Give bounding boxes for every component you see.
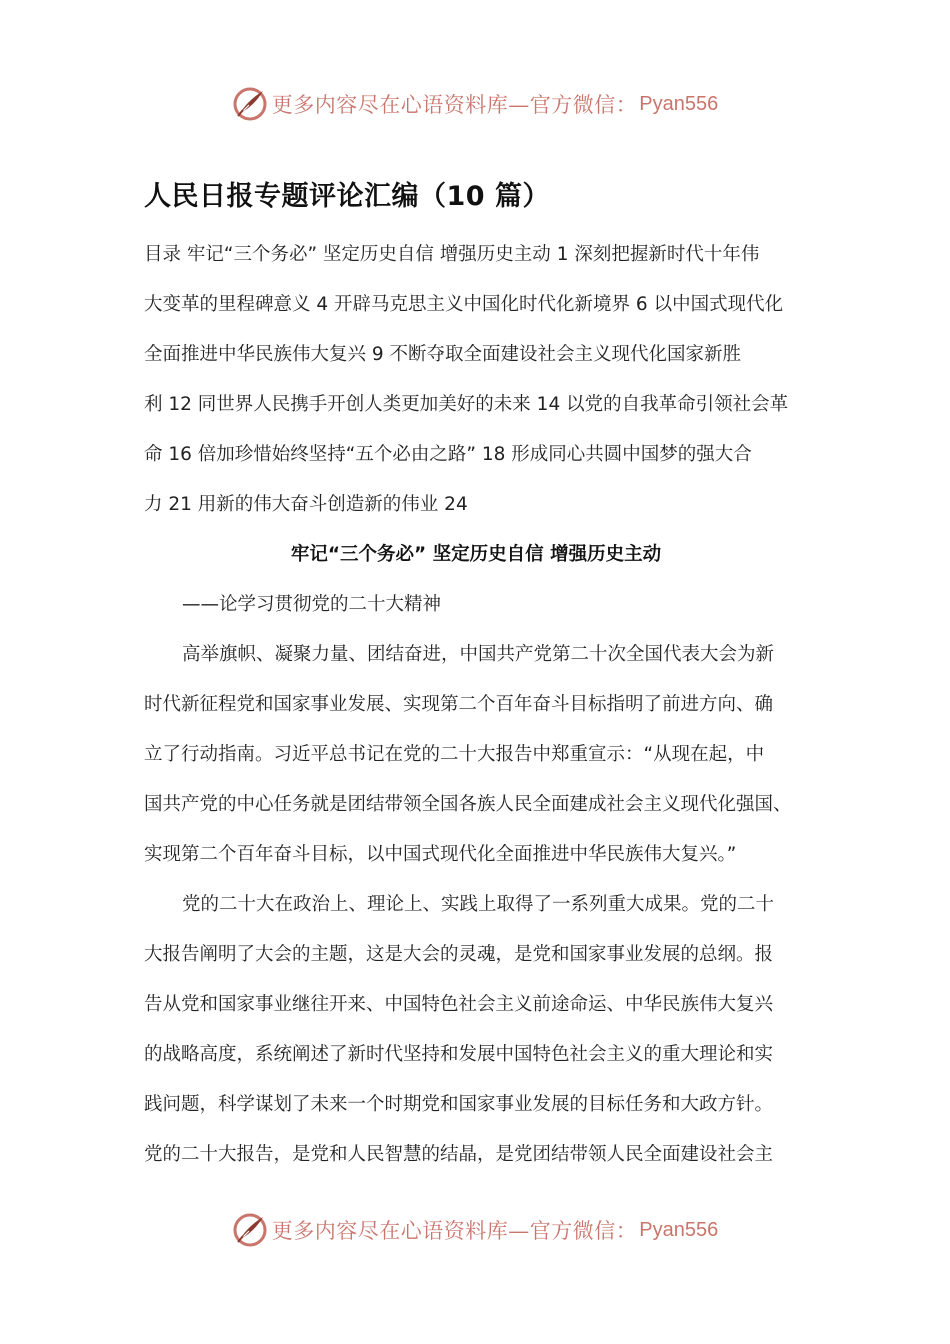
paragraph-line: 立了行动指南。习近平总书记在党的二十大报告中郑重宣示：“从现在起，中 — [144, 744, 765, 765]
toc-line: 利 12 同世界人民携手开创人类更加美好的未来 14 以党的自我革命引领社会革 — [144, 394, 789, 415]
header-watermark-banner — [0, 82, 950, 126]
paragraph-2 — [144, 880, 808, 1180]
paragraph-line: 告从党和国家事业继往开来、中国特色社会主义前途命运、中华民族伟大复兴 — [144, 994, 774, 1015]
paragraph-1 — [144, 630, 808, 880]
toc-line: 目录 牢记“三个务必” 坚定历史自信 增强历史主动 1 深刻把握新时代十年伟 — [144, 244, 760, 265]
paragraph-line: 党的二十大在政治上、理论上、实践上取得了一系列重大成果。党的二十 — [182, 894, 775, 915]
paragraph-line: 践问题，科学谋划了未来一个时期党和国家事业发展的目标任务和大政方针。 — [144, 1094, 774, 1115]
toc-line: 全面推进中华民族伟大复兴 9 不断夺取全面建设社会主义现代化国家新胜 — [144, 344, 742, 365]
paragraph-line: 实现第二个百年奋斗目标，以中国式现代化全面推进中华民族伟大复兴。” — [144, 844, 737, 865]
footer-watermark-banner — [0, 1208, 950, 1252]
paragraph-line: 时代新征程党和国家事业发展、实现第二个百年奋斗目标指明了前进方向、确 — [144, 694, 774, 715]
watermark-text: 更多内容尽在心语资料库—官方微信： — [271, 1219, 638, 1243]
article-byline: ——论学习贯彻党的二十大精神 — [182, 594, 442, 615]
paragraph-line: 的战略高度，系统阐述了新时代坚持和发展中国特色社会主义的重大理论和实 — [144, 1044, 774, 1065]
paragraph-line: 高举旗帜、凝聚力量、团结奋进，中国共产党第二十次全国代表大会为新 — [182, 644, 775, 665]
table-of-contents — [144, 230, 808, 530]
watermark-wechat-id: Pyan556 — [639, 92, 719, 115]
toc-line: 大变革的里程碑意义 4 开辟马克思主义中国化时代化新境界 6 以中国式现代化 — [144, 294, 784, 315]
watermark-wechat-id: Pyan556 — [639, 1218, 719, 1241]
watermark-text: 更多内容尽在心语资料库—官方微信： — [271, 93, 638, 117]
quill-logo-icon — [232, 86, 268, 122]
document-title: 人民日报专题评论汇编（10 篇） — [144, 181, 550, 212]
toc-line: 命 16 倍加珍惜始终坚持“五个必由之路” 18 形成同心共圆中国梦的强大合 — [144, 444, 752, 465]
paragraph-line: 国共产党的中心任务就是团结带领全国各族人民全面建成社会主义现代化强国、 — [144, 794, 792, 815]
paragraph-line: 大报告阐明了大会的主题，这是大会的灵魂，是党和国家事业发展的总纲。报 — [144, 944, 774, 965]
paragraph-line: 党的二十大报告，是党和人民智慧的结晶，是党团结带领人民全面建设社会主 — [144, 1144, 774, 1165]
quill-logo-icon — [232, 1212, 268, 1248]
article-title: 牢记“三个务必” 坚定历史自信 增强历史主动 — [290, 544, 662, 565]
toc-line: 力 21 用新的伟大奋斗创造新的伟业 24 — [144, 494, 468, 515]
